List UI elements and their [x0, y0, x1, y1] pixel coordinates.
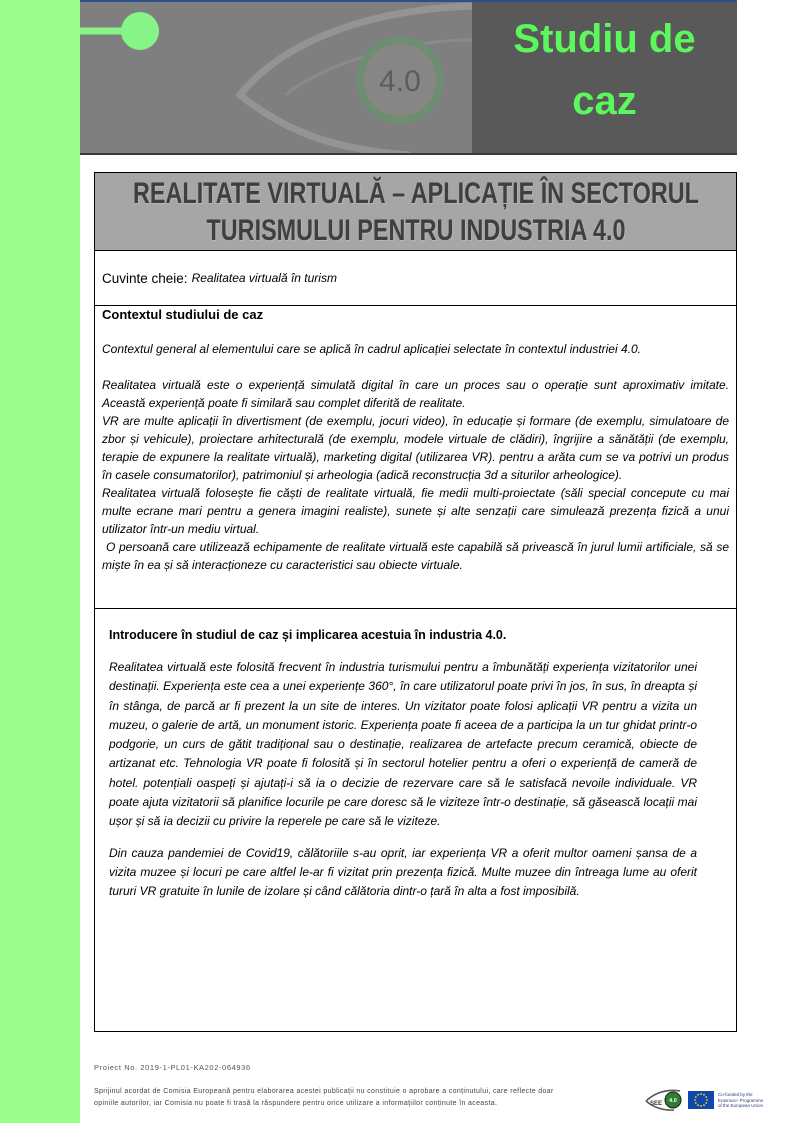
- context-paragraph: VR are multe aplicații în divertisment (de exemplu, jocuri video), în educație și formare (de exemplu, simulatoare de zbor și vehicule), proiectare arhitecturală (de exemplu, modele virtuale de clădiri), îngrijire a sănătății (de exemplu, terapie de expunere la realitate virtuală), marketing digital (utilizarea VR). pentru a arăta cum se va potrivi un produs în casele consumatorilor), patrimoniul și arheologia (adică reconstrucția 3d a siturilor arheologice).: [102, 414, 729, 482]
- eu-text-line: Erasmus+ Programme: [718, 1097, 764, 1103]
- context-paragraph: Realitatea virtuală folosește fie căști de realitate virtuală, fie medii multi-proiectate (săli special concepute cu mai multe ecrane mari pentru a genera imagini realiste), sunete și alte senzații care simulează prezența fizică a unui utilizator într-un mediu virtual.: [102, 486, 729, 536]
- keywords-label: Cuvinte cheie:: [102, 270, 188, 286]
- title-line: TURISMULUI PENTRU INDUSTRIA 4.0: [205, 214, 626, 247]
- banner-title-line: caz: [572, 79, 637, 123]
- keywords-row: [95, 251, 736, 306]
- eu-flag-icon: [688, 1091, 714, 1109]
- context-heading: Contextul studiului de caz: [102, 307, 264, 322]
- see-logo-icon: [644, 1086, 684, 1114]
- see-logo-badge: 4.0: [669, 1098, 677, 1104]
- case-study-title: [95, 175, 736, 249]
- title-line: REALITATE VIRTUALĂ – APLICAȚIE ÎN SECTORUL: [132, 177, 699, 210]
- case-study-title-row: [95, 173, 736, 251]
- introduction-section: [95, 609, 736, 902]
- page-header-banner: [80, 0, 737, 155]
- context-paragraph: Contextul general al elementului care se aplică în cadrul aplicației selectate în contextul industriei 4.0.: [102, 342, 641, 356]
- case-study-table: [94, 172, 737, 1032]
- side-color-strip: [0, 0, 80, 1123]
- header-top-rule: [80, 0, 737, 2]
- keywords-value: Realitatea virtuală în turism: [191, 271, 337, 285]
- eu-disclaimer: Sprijinul acordat de Comisia Europeană pentru elaborarea acestei publicații nu constituie o aprobare a conținutului, care reflecte doar opiniile autorilor, iar Comisia nu poate fi trasă la răspundere pentru orice utilizare a informațiilor conținute în aceasta.: [94, 1088, 554, 1107]
- eu-text-line: Co-funded by the: [718, 1092, 753, 1097]
- introduction-paragraph: Realitatea virtuală este folosită frecvent în industria turismului pentru a îmbunătăți experiența vizitatorilor unei destinații. Experiența este cea a unei experiențe 360°, în care utilizatorul poate privi în jos, în sus, în dreapta și în stânga, de parcă ar fi prezent la un site de interes. Un vizitator poate folosi aplicații VR pentru a vizita un muzeu, o galerie de artă, un monument istoric. Experiența poate fi aceea de a participa la un tur ghidat printr-o podgorie, un curs de gătit tradițional sau o destinație, realizarea de artefacte precum ceramică, obiecte de artizanat etc. Tehnologia VR poate fi folosită și în sectorul hotelier pentru a oferi o experiență de cameră de hotel. potențiali oaspeți și ajutați-i să ia o decizie de rezervare care să le satisfacă nevoile individuale. VR poate ajuta vizitatorii să planifice locurile pe care doresc să le viziteze într-o destinație, să găsească locații mai ușor și să ia decizii cu privire la reperele pe care să le viziteze.: [109, 660, 697, 829]
- green-marker-dot-icon: [121, 12, 159, 50]
- introduction-heading: Introducere în studiul de caz și implicarea acestuia în industria 4.0.: [109, 628, 507, 642]
- context-paragraph: O persoană care utilizează echipamente de realitate virtuală este capabilă să privească în jurul lumii artificiale, să se miște în ea și să interacționeze cu caracteristici sau obiecte virtuale.: [102, 540, 729, 572]
- project-number: Proiect No. 2019-1-PL01-KA202-064936: [94, 1063, 251, 1072]
- see-logo-text: SEE: [650, 1101, 663, 1107]
- context-section: [95, 306, 736, 609]
- banner-title: [472, 8, 737, 132]
- context-paragraph: Realitatea virtuală este o experiență simulată digital în care un proces sau o operație sunt aproximativ imitate. Această experiență poate fi similară sau complet diferită de realitate.: [102, 378, 729, 410]
- header-bottom-rule: [80, 153, 737, 155]
- header-badge: 4.0: [379, 65, 421, 98]
- banner-title-line: Studiu de: [513, 17, 696, 61]
- introduction-paragraph: Din cauza pandemiei de Covid19, călătoriile s-au oprit, iar experiența VR a oferit multor oameni șansa de a vizita muzee și locuri pe care altfel le-ar fi vizitat prin prezența fizică. Multe muzee din întreaga lume au oferit tururi VR gratuite în lunile de izolare și când călătoria dintr-o țară în alta a fost imposibilă.: [109, 845, 697, 899]
- eu-text-line: of the European Union: [718, 1103, 764, 1108]
- eu-cofunded-text: [718, 1092, 763, 1109]
